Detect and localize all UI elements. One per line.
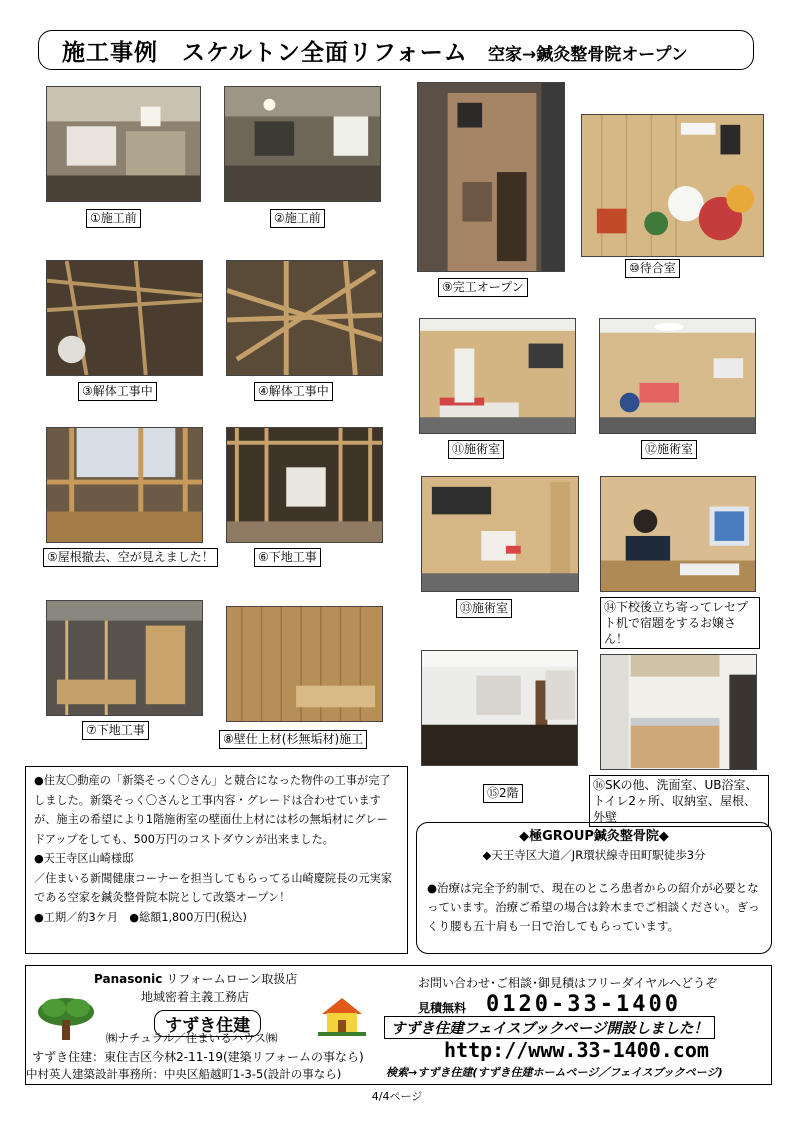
- phone-number[interactable]: 0120-33-1400: [486, 992, 681, 1017]
- search-guide: 検索→すずき住建(すずき住建ホームページ／フェイスブックページ): [386, 1066, 723, 1079]
- group-brands: ㈱ナチュラル／住まいるハウス㈱: [106, 1031, 278, 1045]
- caption-3: ③解体工事中: [78, 382, 157, 401]
- loan-label: リフォームローン取扱店: [166, 972, 298, 986]
- facebook-banner: すずき住建フェイスブックページ開設しました！: [384, 1016, 715, 1039]
- description-cost: ●工期／約3ケ月 ●総額1,800万円(税込): [34, 910, 247, 924]
- caption-13: ⑬施術室: [456, 599, 512, 618]
- photo-before-1: [46, 86, 201, 202]
- caption-14: ⑭下校後立ち寄ってレセプト机で宿題をするお嬢さん！: [600, 597, 760, 649]
- photo-reception-desk: [600, 476, 756, 592]
- caption-6: ⑥下地工事: [254, 548, 321, 567]
- caption-8: ⑧壁仕上材(杉無垢材)施工: [219, 730, 367, 749]
- clinic-note: ●治療は完全予約制で、現在のところ患者からの紹介が必要となっています。治療ご希望の場合は鈴木までご相談ください。ぎっくり腰も五十肩も一日で治してもらっています。: [427, 881, 760, 933]
- loan-line: [94, 970, 297, 987]
- caption-4: ④解体工事中: [254, 382, 333, 401]
- caption-16: ⑯SKの他、洗面室、UB浴室、トイレ2ヶ所、収納室、屋根、外壁: [589, 775, 769, 827]
- photo-waiting-room: [581, 114, 764, 257]
- photo-second-floor: [421, 650, 578, 766]
- caption-15: ⑮2階: [483, 784, 523, 803]
- company-tagline: 地域密着主義工務店: [141, 990, 250, 1004]
- page-number: 4/4ページ: [371, 1090, 423, 1103]
- caption-11: ⑪施術室: [448, 440, 504, 459]
- photo-demolition-2: [226, 260, 383, 376]
- photo-treatment-3: [421, 476, 579, 592]
- page-subtitle: 空家→鍼灸整骨院オープン: [488, 45, 688, 65]
- photo-roof-removed: [46, 427, 203, 543]
- caption-7: ⑦下地工事: [82, 721, 149, 740]
- caption-1: ①施工前: [86, 209, 141, 228]
- clinic-info: [416, 822, 772, 954]
- page-title: 施工事例 スケルトン全面リフォーム: [62, 40, 468, 66]
- caption-5: ⑤屋根撤去、空が見えました！: [43, 548, 218, 567]
- photo-treatment-2: [599, 318, 756, 434]
- address-design: 中村英人建築設計事務所：中央区船越町1-3-5(設計の事なら): [26, 1067, 342, 1081]
- photo-kitchen: [600, 654, 757, 770]
- photo-demolition-1: [46, 260, 203, 376]
- footer: [25, 965, 772, 1085]
- photo-wall-finish: [226, 606, 383, 722]
- panasonic-logo: Panasonic: [94, 972, 163, 986]
- tree-icon: [36, 996, 96, 1041]
- website-url[interactable]: http://www.33-1400.com: [444, 1038, 709, 1062]
- photo-foundation-2: [46, 600, 203, 716]
- caption-9: ⑨完工オープン: [438, 278, 528, 297]
- caption-2: ②施工前: [270, 209, 325, 228]
- description-client: ●天王寺区山崎様邸: [34, 852, 134, 865]
- project-description: [25, 766, 408, 954]
- free-estimate-label: 見積無料: [418, 1001, 467, 1015]
- inquiry-text: お問い合わせ･ご相談･御見積はフリーダイヤルへどうぞ: [418, 976, 718, 990]
- photo-before-2: [224, 86, 381, 202]
- caption-10: ⑩待合室: [625, 259, 680, 278]
- photo-treatment-1: [419, 318, 576, 434]
- house-icon: [318, 994, 366, 1036]
- description-detail: ／住まいる新聞健康コーナーを担当してもらってる山崎慶院長の元実家である空家を鍼灸整骨院本院として改築オープン！: [34, 871, 393, 904]
- photo-foundation-1: [226, 427, 383, 543]
- caption-12: ⑫施術室: [641, 440, 697, 459]
- photo-completed: [417, 82, 565, 272]
- address-reform: すずき住建：東住吉区今林2-11-19(建築リフォームの事なら): [32, 1050, 364, 1064]
- company-logo: すずき住建: [154, 1010, 261, 1037]
- clinic-access: ◆天王寺区大道／JR環状線寺田町駅徒歩3分: [482, 848, 706, 862]
- clinic-name: ◆極GROUP鍼灸整骨院◆: [519, 829, 669, 844]
- description-main: ●住友〇動産の「新築そっく〇さん」と競合になった物件の工事が完了しました。新築そっく〇さんと工事内容・グレードは合わせていますが、施主の希望により1階施術室の壁面仕上材には杉の無垢材にグレードアップをしても、500万円のコストダウンが出来ました。: [34, 774, 391, 846]
